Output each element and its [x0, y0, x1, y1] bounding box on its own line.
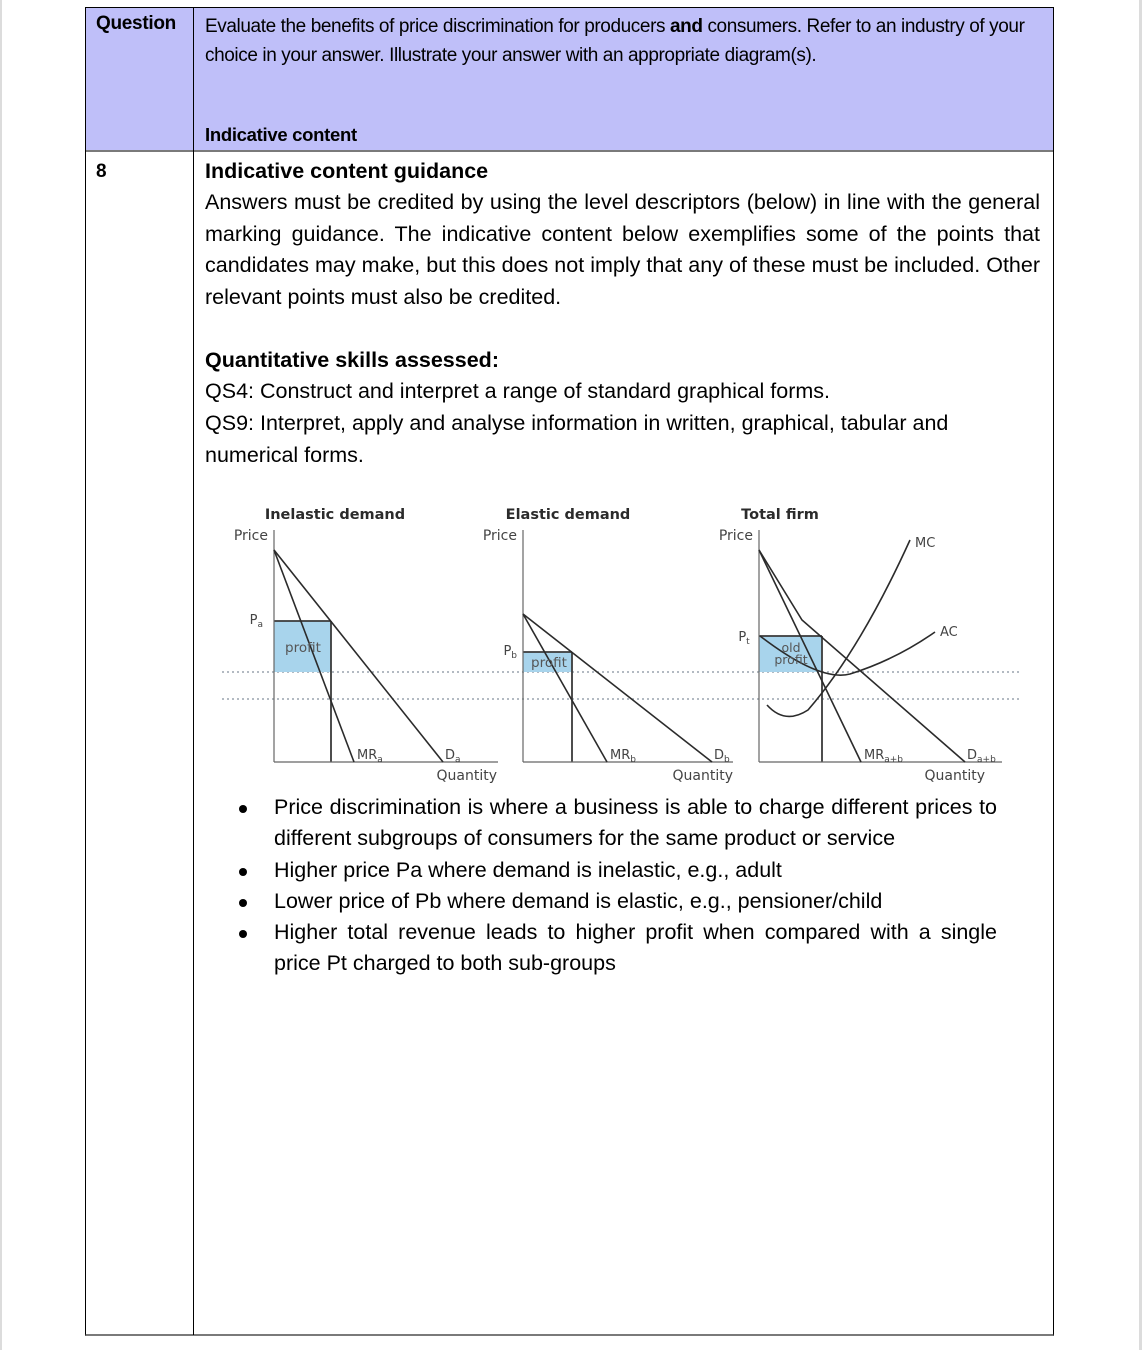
quantitative-skills-title: Quantitative skills assessed:: [205, 348, 499, 372]
old-profit-label-1: old: [781, 640, 801, 655]
panel-title: Elastic demand: [505, 507, 631, 523]
mr-label: $MR_{a+b}$: [864, 748, 904, 765]
guidance-body: Answers must be credited by using the level descriptors (below) in line with the general marking guidance. The indicative content below exemplifies some of the points that candidates may make, but this does not imply that any of these must be included. Other relevant points must also be credited.: [205, 190, 1040, 309]
qs4-line: QS4: Construct and interpret a range of standard graphical forms.: [205, 379, 831, 403]
price-label: $P_b$: [503, 644, 517, 661]
bullet-icon: [239, 805, 247, 813]
list-item: Higher price Pa where demand is inelastic, e.g., adult: [232, 855, 997, 886]
question-label: Question: [96, 13, 176, 34]
guidance-title: Indicative content guidance: [205, 159, 489, 183]
old-profit-label-2: profit: [774, 652, 808, 667]
demand-label: $D_b$: [714, 748, 730, 765]
panel-total-firm: [719, 507, 1002, 784]
mr-curve: [523, 614, 607, 762]
demand-curve: [523, 614, 712, 762]
profit-label: profit: [285, 640, 321, 656]
question-text-part: consumers. Refer to an industry of your choice in your answer. Illustrate your answer with an appropriate diagram(s).: [205, 16, 1025, 66]
list-item: Price discrimination is where a business is able to charge different prices to different subgroups of consumers for the same product or service: [232, 792, 997, 855]
mc-label: MC: [915, 536, 936, 551]
price-label: $P_a$: [249, 613, 263, 630]
y-axis-label: Price: [482, 528, 517, 544]
x-axis-label: Quantity: [436, 768, 497, 784]
mc-curve: [767, 540, 910, 716]
y-axis-label: Price: [718, 528, 753, 544]
demand-label: $D_{a+b}$: [967, 748, 996, 765]
y-axis-label: Price: [233, 528, 268, 544]
bullet-icon: [239, 868, 247, 876]
qs9-line: QS9: Interpret, apply and analyse information in written, graphical, tabular and numerical forms.: [205, 411, 949, 467]
list-item: Lower price of Pb where demand is elastic, e.g., pensioner/child: [232, 886, 997, 917]
x-axis-label: Quantity: [924, 768, 985, 784]
panel-title: Total firm: [741, 507, 819, 523]
bullet-icon: [239, 899, 247, 907]
mr-label: $MR_a$: [357, 748, 383, 765]
mr-label: $MR_b$: [610, 748, 636, 765]
indicative-content-label: Indicative content: [205, 124, 357, 145]
question-text-part: Evaluate the benefits of price discrimination for producers: [205, 16, 670, 37]
profit-label: profit: [531, 655, 567, 671]
list-item: Higher total revenue leads to higher profit when compared with a single price Pt charged to both sub-groups: [232, 917, 997, 980]
panel-inelastic-demand: [234, 507, 498, 784]
indicative-points-list: [232, 792, 997, 980]
demand-label: $D_a$: [445, 748, 461, 765]
panel-title: Inelastic demand: [264, 507, 406, 523]
x-axis-label: Quantity: [672, 768, 733, 784]
question-number: 8: [96, 161, 107, 182]
panel-elastic-demand: [483, 507, 733, 784]
bullet-icon: [239, 930, 247, 938]
question-text-bold: and: [669, 16, 703, 37]
price-label: $P_t$: [738, 630, 750, 647]
ac-label: AC: [940, 625, 958, 640]
